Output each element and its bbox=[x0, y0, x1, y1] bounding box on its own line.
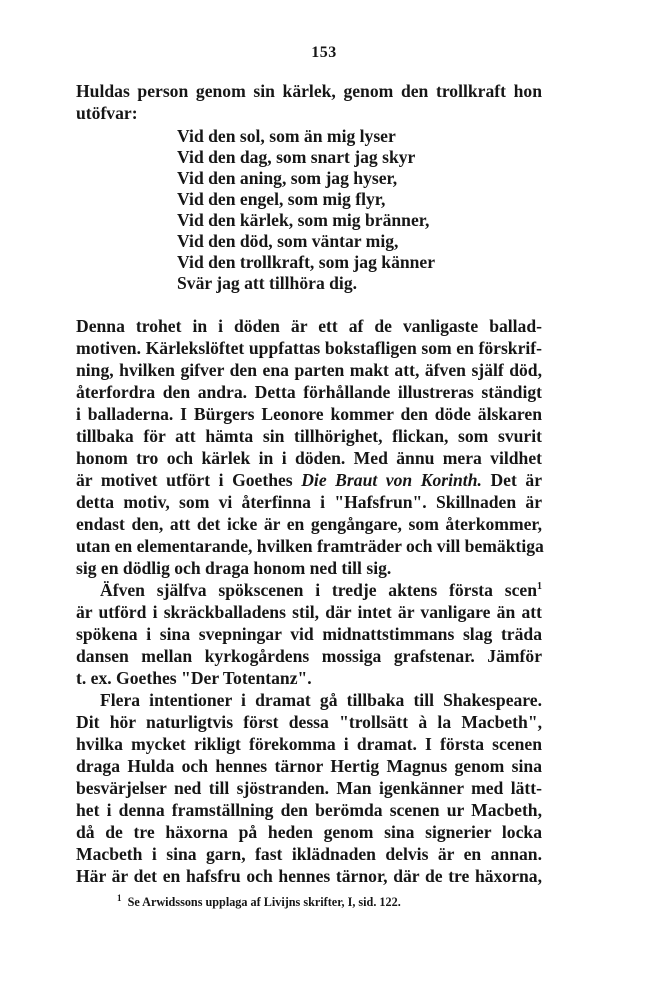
text-line: motiven. Kärlekslöftet uppfattas bokstafligen som en förskrif- bbox=[76, 338, 542, 358]
text-line: endast den, att det icke är en gengångare, som återkommer, bbox=[76, 514, 542, 534]
footnote-reference: 1 bbox=[537, 581, 542, 593]
text-line: hvilka mycket rikligt förekomma i dramat. I första scenen bbox=[76, 734, 542, 754]
text-segment: Det är bbox=[481, 470, 542, 490]
text-line: återfordra den andra. Detta förhållande illustreras ständigt bbox=[76, 382, 542, 402]
text-line: i balladerna. I Bürgers Leonore kommer den döde älskaren bbox=[76, 404, 542, 424]
footnote bbox=[117, 892, 401, 910]
text-line bbox=[100, 579, 542, 601]
text-line: Här är det en hafsfru och hennes tärnor, där de tre häxorna, bbox=[76, 866, 542, 886]
text-line: tillbaka för att hämta sin tillhörighet, flickan, som svurit bbox=[76, 426, 542, 446]
text-line bbox=[76, 469, 542, 491]
verse-line: Vid den sol, som än mig lyser bbox=[177, 126, 396, 146]
verse-line: Vid den kärlek, som mig bränner, bbox=[177, 210, 430, 230]
verse-line: Vid den död, som väntar mig, bbox=[177, 231, 399, 251]
text-line: besvärjelser ned till sjöstranden. Man igenkänner med lätt- bbox=[76, 778, 542, 798]
text-line: sig en dödlig och draga honom ned till sig. bbox=[76, 558, 392, 578]
text-segment: är motivet utfört i Goethes bbox=[76, 470, 302, 490]
text-line: Flera intentioner i dramat gå tillbaka till Shakespeare. bbox=[100, 690, 542, 710]
text-line: utan en elementarande, hvilken framträder och vill bemäktiga bbox=[76, 536, 544, 556]
text-line: Huldas person genom sin kärlek, genom den trollkraft hon bbox=[76, 81, 542, 101]
text-line: honom tro och kärlek in i döden. Med ännu mera vildhet bbox=[76, 448, 542, 468]
verse-line: Svär jag att tillhöra dig. bbox=[177, 273, 358, 293]
text-line: dansen mellan kyrkogårdens mossiga grafstenar. Jämför bbox=[76, 646, 542, 666]
text-line: Macbeth i sina garn, fast iklädnaden delvis är en annan. bbox=[76, 844, 542, 864]
footnote-text: Se Arwidssons upplaga af Livijns skrifter, I, sid. 122. bbox=[127, 895, 401, 909]
text-line: utöfvar: bbox=[76, 103, 138, 123]
work-title: Die Braut von Korinth. bbox=[301, 470, 482, 490]
verse-line: Vid den dag, som snart jag skyr bbox=[177, 147, 416, 167]
text-line: Dit hör naturligtvis först dessa "trollsätt à la Macbeth", bbox=[76, 712, 542, 732]
text-line: draga Hulda och hennes tärnor Hertig Magnus genom sina bbox=[76, 756, 542, 776]
text-line: spökena i sina svepningar vid midnattstimmans slag träda bbox=[76, 624, 542, 644]
verse-line: Vid den engel, som mig flyr, bbox=[177, 189, 386, 209]
text-line: t. ex. Goethes "Der Totentanz". bbox=[76, 668, 312, 688]
text-line: är utförd i skräckballadens stil, där intet är vanligare än att bbox=[76, 602, 542, 622]
text-line: då de tre häxorna på heden genom sina signerier locka bbox=[76, 822, 542, 842]
text-line: Denna trohet in i döden är ett af de vanligaste ballad- bbox=[76, 316, 542, 336]
text-line: het i denna framställning den berömda scenen ur Macbeth, bbox=[76, 800, 542, 820]
verse-line: Vid den aning, som jag hyser, bbox=[177, 168, 398, 188]
text-segment: Äfven själfva spökscenen i tredje aktens första scen bbox=[100, 580, 537, 600]
footnote-marker: 1 bbox=[117, 892, 122, 903]
verse-line: Vid den trollkraft, som jag känner bbox=[177, 252, 436, 272]
page-number: 153 bbox=[311, 44, 337, 61]
text-line: ning, hvilken gifver den ena parten makt att, äfven själf död, bbox=[76, 360, 542, 380]
text-line: detta motiv, som vi återfinna i "Hafsfrun". Skillnaden är bbox=[76, 492, 542, 512]
